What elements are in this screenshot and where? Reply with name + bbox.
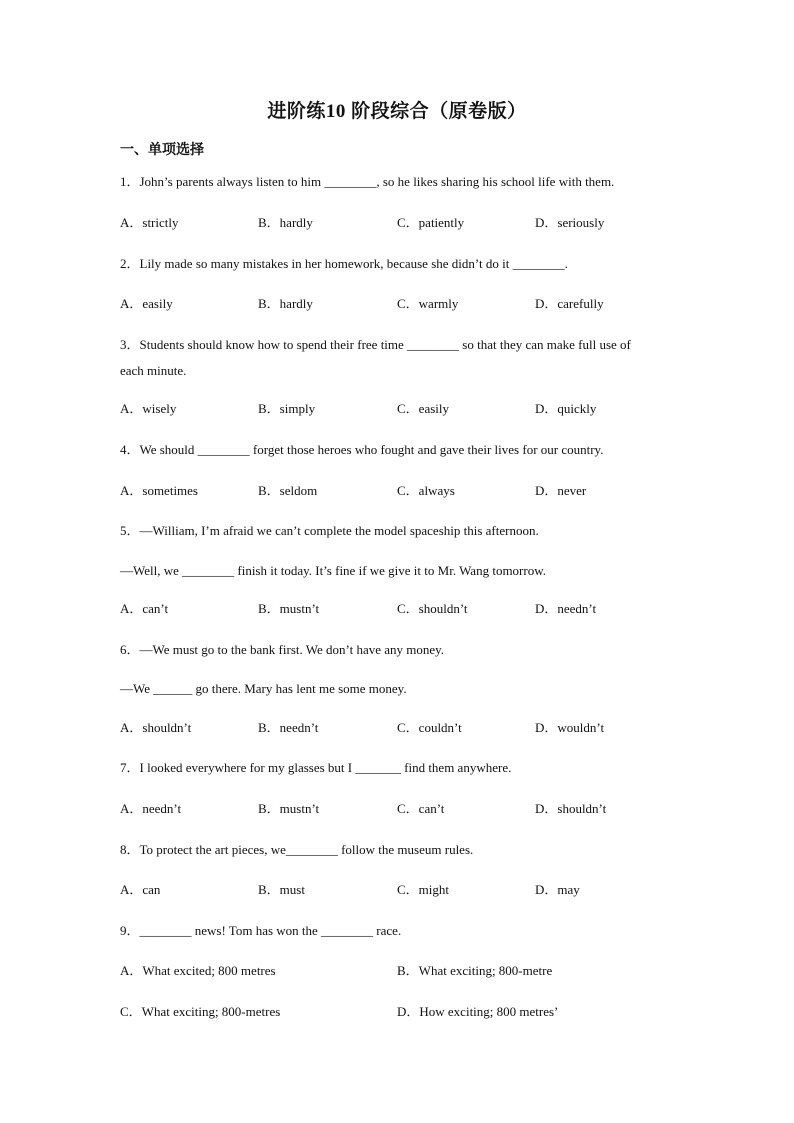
question-6-option-a: A．shouldn’t [120,720,192,735]
question-5-option-d: D．needn’t [535,601,597,616]
question-5-stem: 5．—William, I’m afraid we can’t complete the model spaceship this afternoon. [120,523,539,538]
question-2-option-b: B．hardly [258,296,313,311]
question-2-option-d: D．carefully [535,296,604,311]
question-8-stem: 8．To protect the art pieces, we________ follow the museum rules. [120,842,474,857]
question-2-stem: 2．Lily made so many mistakes in her homework, because she didn’t do it ________. [120,256,568,271]
question-7-option-d: D．shouldn’t [535,801,607,816]
question-8-option-b: B．must [258,882,305,897]
question-5-option-a: A．can’t [120,601,169,616]
question-3-stem-continued: each minute. [120,363,187,378]
question-6-option-c: C．couldn’t [397,720,462,735]
question-1-option-a: A．strictly [120,215,179,230]
question-6-stem-reply: —We ______ go there. Mary has lent me some money. [120,681,407,696]
question-3-option-c: C．easily [397,401,449,416]
question-7-stem: 7．I looked everywhere for my glasses but I _______ find them anywhere. [120,760,512,775]
question-3-stem: 3．Students should know how to spend their free time ________ so that they can make full use of [120,337,631,352]
question-1-option-d: D．seriously [535,215,605,230]
question-4-option-a: A．sometimes [120,483,198,498]
question-4-stem: 4．We should ________ forget those heroes who fought and gave their lives for our country. [120,442,604,457]
question-8-option-d: D．may [535,882,580,897]
question-1-option-b: B．hardly [258,215,313,230]
page-title: 进阶练10 阶段综合（原卷版） [267,101,527,122]
question-8-option-a: A．can [120,882,161,897]
question-4-option-c: C．always [397,483,455,498]
question-4-option-d: D．never [535,483,587,498]
question-8-option-c: C．might [397,882,450,897]
question-9-option-b: B．What exciting; 800-metre [397,963,553,978]
question-5-option-b: B．mustn’t [258,601,320,616]
question-2-option-a: A．easily [120,296,173,311]
question-9-option-c: C．What exciting; 800-metres [120,1004,281,1019]
question-7-option-a: A．needn’t [120,801,182,816]
question-7-option-b: B．mustn’t [258,801,320,816]
question-2-option-c: C．warmly [397,296,459,311]
question-3-option-b: B．simply [258,401,316,416]
question-5-option-c: C．shouldn’t [397,601,468,616]
question-9-stem: 9．________ news! Tom has won the ________ race. [120,923,402,938]
question-6-stem: 6．—We must go to the bank first. We don’t have any money. [120,642,445,657]
question-6-option-d: D．wouldn’t [535,720,605,735]
question-9-option-d: D．How exciting; 800 metres’ [397,1004,559,1019]
question-5-stem-reply: —Well, we ________ finish it today. It’s fine if we give it to Mr. Wang tomorrow. [120,563,547,578]
question-3-option-a: A．wisely [120,401,177,416]
question-3-option-d: D．quickly [535,401,597,416]
question-9-option-a: A．What excited; 800 metres [120,963,276,978]
question-1-stem: 1．John’s parents always listen to him ________, so he likes sharing his school life with them. [120,174,615,189]
question-4-option-b: B．seldom [258,483,318,498]
question-7-option-c: C．can’t [397,801,445,816]
section-heading: 一、单项选择 [120,143,204,158]
question-1-option-c: C．patiently [397,215,465,230]
question-6-option-b: B．needn’t [258,720,319,735]
